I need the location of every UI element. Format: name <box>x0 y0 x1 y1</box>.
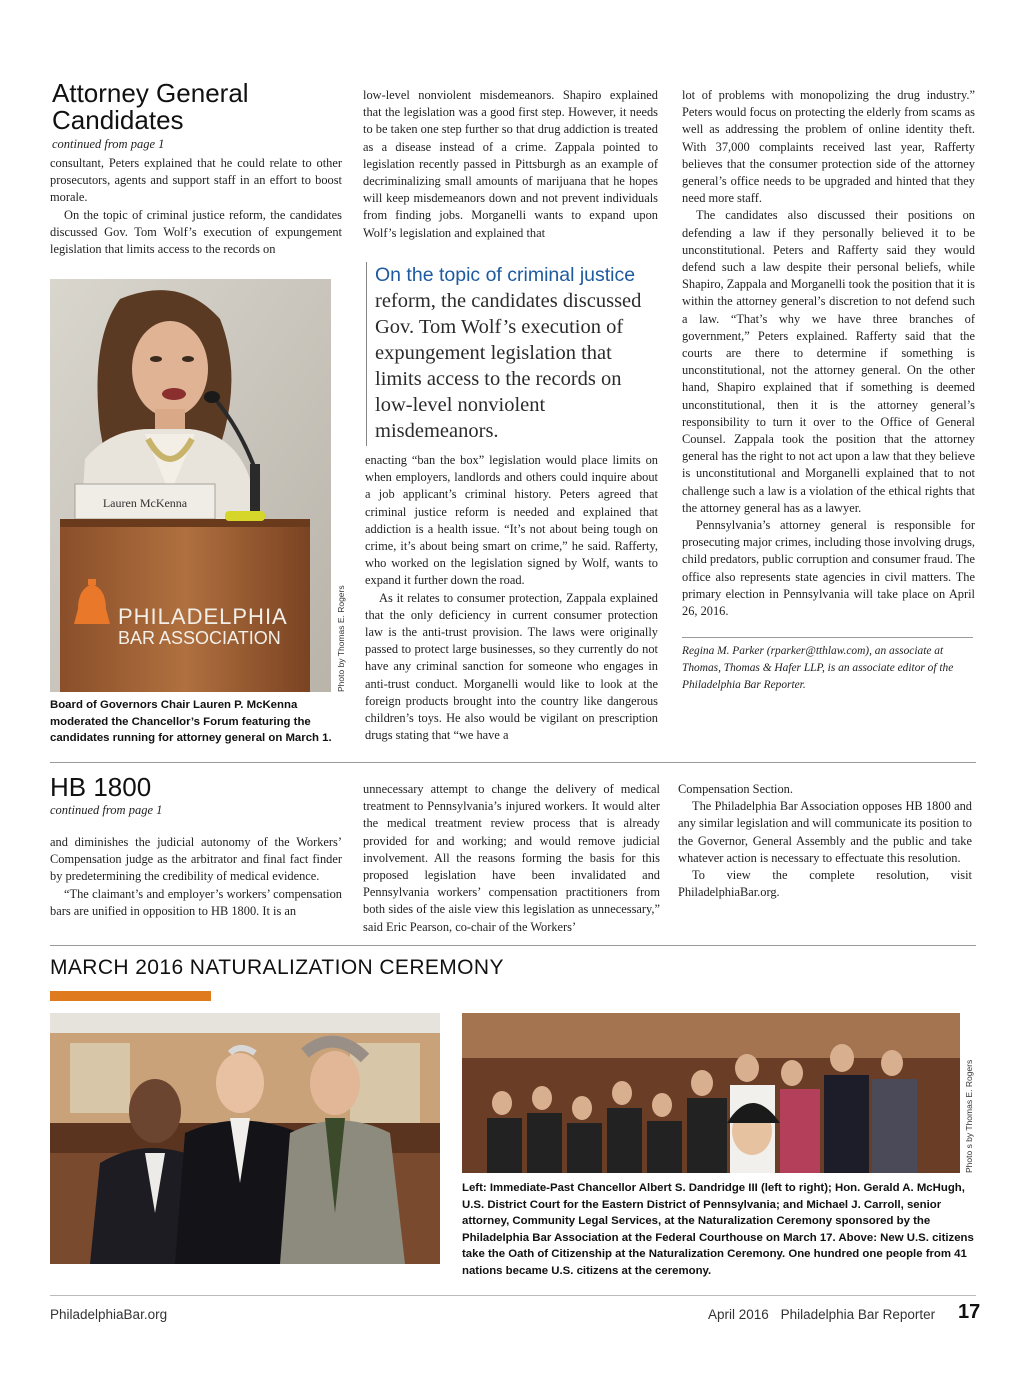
paragraph: lot of problems with monopolizing the drug industry.” Peters would focus on protecting the elderly from scams as well as addressing the problem of online identity theft. With 37,000 complaints received last year, Rafferty believes that the consumer protection side of the attorney general’s office needs to be upgraded and hinted that they need more staff. <box>682 88 975 206</box>
section-divider <box>50 945 976 946</box>
mckenna-photo <box>50 279 331 692</box>
sign-name-text: Lauren McKenna <box>102 496 188 510</box>
hb-column-1-text <box>50 834 342 920</box>
article-title <box>52 80 249 134</box>
podium-text-line1: PHILADELPHIA <box>118 604 288 629</box>
oath-ceremony-photo-art <box>462 1013 960 1173</box>
ceremony-caption: Left: Immediate-Past Chancellor Albert S. Dandridge III (left to right); Hon. Gerald A. McHugh, U.S. District Court for the Eastern District of Pennsylvania; and Michael J. Carroll, senior attorney, Community Legal Services, at the Naturalization Ceremony sponsored by the Philadelphia Bar Association at the Federal Courthouse on March 17. Above: New U.S. citizens take the Oath of Citizenship at the Naturalization Ceremony. One hundred one people from 41 nations became U.S. citizens at the ceremony. <box>462 1182 974 1277</box>
ceremony-photo-credit: Photo s by Thomas E. Rogers <box>964 1059 974 1173</box>
paragraph: “The claimant’s and employer’s workers’ compensation bars are unified in opposition to HB 1800. It is an <box>50 886 342 918</box>
hb-column-3-text <box>678 781 972 901</box>
paragraph: The candidates also discussed their positions on defending a law if they personally believed it to be unconstitutional. Peters and Rafferty said they would defend such a law despite their personal beliefs, while Shapiro, Zappala and Morganelli took the position that it is within the attorney general’s discretion to not defend such a law. “That’s why we have three branches of government,” Peters explained. Rafferty said that the courts are there to determine if something is unconstitutional, not the attorney general. On the other hand, Shapiro explained that if something is deemed unconstitutional, then it is the attorney general’s responsibility to turn it over to the Office of General Counsel. Zappala took the position that the attorney general has the right to not act upon a law that they believe is unconstitutional and Morganelli explained that to not challenge such a law is a violation of the ethical rights that the attorney general has as a lawyer. <box>682 208 975 515</box>
page-number: 17 <box>958 1301 981 1323</box>
pull-quote-body: reform, the candidates discussed Gov. Tom Wolf’s execution of expungement legislation that limits access to the records on low-level nonviolent misdemeanors. <box>375 290 642 442</box>
hb-continued-note: continued from page 1 <box>50 803 163 817</box>
ag-column-3-text <box>682 87 975 620</box>
paragraph: As it relates to consumer protection, Zappala explained that the only deficiency in current consumer protection law is the anti-trust provision. The laws were originally passed to protect large businesses, so they currently do not have any criminal sanction for someone who engages in anti-trust conduct. Morganelli would like to look at the foreign products brought into the country like dangerous children’s toys. He also would be vigilant on prescription drugs stating that “we have a <box>365 590 658 743</box>
footer-publication: Philadelphia Bar Reporter <box>780 1307 936 1322</box>
ag-column-2-bottom-text <box>365 452 658 744</box>
paragraph: Compensation Section. <box>678 782 793 796</box>
ag-column-1-text <box>50 155 342 258</box>
dignitaries-photo <box>50 1013 440 1264</box>
author-byline: Regina M. Parker (rparker@tthlaw.com), an associate at Thomas, Thomas & Hafer LLP, is an associate editor of the Philadelphia Bar Reporter. <box>682 645 954 691</box>
paragraph: The Philadelphia Bar Association opposes HB 1800 and any similar legislation and will communicate its position to the Governor, General Assembly and the public and take whatever action is necessary to effectuate this resolution. <box>678 799 972 865</box>
byline-divider <box>682 637 973 638</box>
paragraph: enacting “ban the box” legislation would place limits on when employers, landlords and others could inquire about a job applicant’s criminal history. Peters agreed that criminal justice reform is needed and explained that addiction is a health issue. “It’s not about being tough on crime, it’s about being smart on crime,” he said. Rafferty, who worked on the legislation signed by Wolf, wants to expand it further down the road. <box>365 453 658 588</box>
section-divider <box>50 762 976 763</box>
pull-quote <box>366 262 659 446</box>
podium-text-line2: BAR ASSOCIATION <box>118 628 281 648</box>
naturalization-title: MARCH 2016 NATURALIZATION CEREMONY <box>50 956 504 979</box>
article-title-line1: Attorney General <box>52 78 249 108</box>
paragraph: consultant, Peters explained that he could relate to other prosecutors, agents and support staff in an effort to boost morale. <box>50 156 342 205</box>
mckenna-caption: Board of Governors Chair Lauren P. McKenna moderated the Chancellor’s Forum featuring the candidates running for attorney general on March 1. <box>50 699 332 744</box>
article-title-line2: Candidates <box>52 105 184 135</box>
ag-column-2-top-text: low-level nonviolent misdemeanors. Shapiro explained that the legislation was a good first step. However, it needs to be taken one step further so that drug addiction is treated as a disease instead of a crime. Zappala pointed to legislation recently passed in Pittsburgh as an example of decriminalizing small amounts of marijuana that he hopes will keep misdemeanors down and not prevent individuals from finding jobs. Morganelli wants to expand upon Wolf’s legislation and explained that <box>363 88 658 240</box>
mckenna-photo-art <box>50 279 331 692</box>
oath-ceremony-photo <box>462 1013 960 1173</box>
footer-issue-date: April 2016 <box>708 1307 769 1322</box>
pull-quote-heading: On the topic of criminal justice <box>375 264 636 286</box>
orange-accent-bar <box>50 991 211 1001</box>
photo-credit: Photo by Thomas E. Rogers <box>336 585 346 692</box>
paragraph: To view the complete resolution, visit PhiladelphiaBar.org. <box>678 868 972 900</box>
footer-issue <box>708 1307 935 1322</box>
paragraph: On the topic of criminal justice reform, the candidates discussed Gov. Tom Wolf’s execution of expungement legislation that limits access to the records on <box>50 207 342 257</box>
paragraph: and diminishes the judicial autonomy of the Workers’ Compensation judge as the arbitrator and final fact finder by predetermining the credibility of medical evidence. <box>50 835 342 884</box>
hb-title: HB 1800 <box>50 772 152 802</box>
dignitaries-photo-art <box>50 1013 440 1264</box>
continued-note: continued from page 1 <box>52 137 165 151</box>
footer-divider <box>50 1295 976 1296</box>
paragraph: Pennsylvania’s attorney general is responsible for prosecuting major crimes, including those involving drugs, child predators, public corruption and consumer fraud. The office also represents state agencies in civil matters. The primary election in Pennsylvania will take place on April 26, 2016. <box>682 518 975 619</box>
hb-column-2-text: unnecessary attempt to change the delivery of medical treatment to Pennsylvania’s injured workers. It would alter the medical treatment review process that is already provided for and working; and would remove judicial involvement. All the reasons forming the basis for this proposed legislation have been invalidated and Pennsylvania workers’ compensation practitioners from both sides of the aisle view this legislation as unnecessary,” said Eric Pearson, co-chair of the Workers’ <box>363 782 660 934</box>
footer-website: PhiladelphiaBar.org <box>50 1307 168 1322</box>
